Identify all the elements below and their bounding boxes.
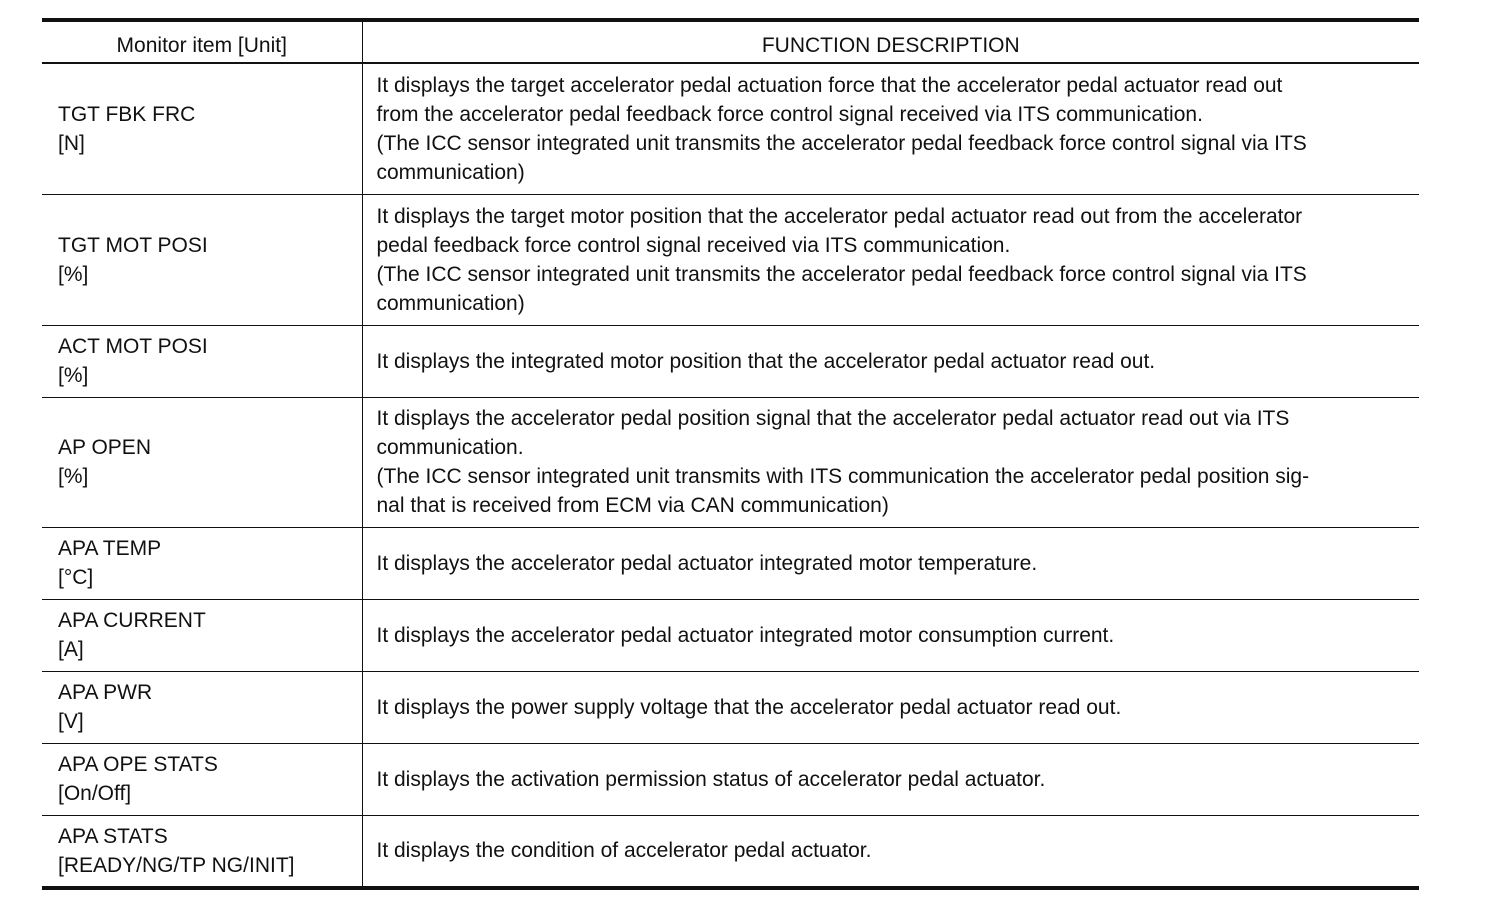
description-line: (The ICC sensor integrated unit transmits with ITS communication the accelerator pedal position sig- [376,465,1310,488]
monitor-item-name: APA CURRENT [58,609,206,632]
monitor-item-unit: [%] [58,364,89,387]
table-row [42,815,1419,888]
monitor-item-name: APA PWR [58,681,153,704]
monitor-item-unit: [On/Off] [58,782,132,805]
function-description-cell [362,815,1419,888]
monitor-item-cell [42,527,362,599]
description-line: communication. [376,436,524,459]
description-line: communication) [376,291,525,315]
description-line: It displays the accelerator pedal actuator integrated motor consumption current. [376,623,1115,647]
table-row [42,671,1419,743]
monitor-item-name: APA TEMP [58,537,162,560]
monitor-item-table [42,18,1419,890]
monitor-item-name: APA STATS [58,824,168,848]
description-line: communication) [376,160,525,184]
monitor-item-unit: [A] [58,638,84,661]
table-row [42,599,1419,671]
function-description-cell [362,671,1419,743]
function-description-cell [362,743,1419,815]
monitor-item-cell [42,815,362,888]
table-row [42,397,1419,527]
monitor-item-unit: [°C] [58,566,94,589]
monitor-item-name: TGT FBK FRC [58,102,196,126]
function-description-cell [362,599,1419,671]
monitor-item-cell [42,63,362,194]
description-line: from the accelerator pedal feedback force control signal received via ITS communication. [376,102,1203,126]
monitor-item-cell [42,599,362,671]
table-row [42,743,1419,815]
monitor-item-cell [42,397,362,527]
description-line: It displays the power supply voltage that the accelerator pedal actuator read out. [376,695,1122,719]
description-line: It displays the accelerator pedal actuator integrated motor temperature. [376,551,1038,575]
function-description-cell [362,527,1419,599]
monitor-item-name: APA OPE STATS [58,753,218,776]
table-row [42,63,1419,194]
monitor-item-cell [42,671,362,743]
description-line: (The ICC sensor integrated unit transmits the accelerator pedal feedback force control signal via ITS [376,262,1307,286]
monitor-item-unit: [%] [58,465,89,488]
table-header [42,20,1419,63]
description-line: It displays the accelerator pedal position signal that the accelerator pedal actuator read out via ITS [376,407,1290,430]
monitor-item-cell [42,743,362,815]
monitor-item-unit: [N] [58,131,85,155]
monitor-item-cell [42,194,362,325]
function-description-cell [362,63,1419,194]
table-row [42,194,1419,325]
monitor-item-unit: [V] [58,710,84,733]
monitor-item-name: ACT MOT POSI [58,335,208,358]
header-row [42,20,1419,63]
description-line: It displays the integrated motor position that the accelerator pedal actuator read out. [376,349,1156,373]
description-line: It displays the target accelerator pedal actuation force that the accelerator pedal actuator read out [376,73,1283,97]
monitor-item-cell [42,325,362,397]
monitor-item-unit: [%] [58,262,89,286]
description-line: It displays the target motor position that the accelerator pedal actuator read out from the accelerator [376,204,1303,228]
monitor-item-name: TGT MOT POSI [58,233,208,257]
description-line: It displays the condition of accelerator pedal actuator. [376,839,872,863]
monitor-item-unit: [READY/NG/TP NG/INIT] [58,853,295,877]
monitor-item-name: AP OPEN [58,436,151,459]
table-body [42,63,1419,888]
description-line: pedal feedback force control signal received via ITS communication. [376,233,1011,257]
table-row [42,527,1419,599]
description-line: It displays the activation permission status of accelerator pedal actuator. [376,767,1046,791]
description-line: nal that is received from ECM via CAN communication) [376,494,889,517]
header-monitor-item: Monitor item [Unit] [42,20,362,63]
function-description-cell [362,194,1419,325]
header-function-description: FUNCTION DESCRIPTION [362,20,1419,63]
function-description-cell [362,397,1419,527]
function-description-cell [362,325,1419,397]
table-row [42,325,1419,397]
description-line: (The ICC sensor integrated unit transmits the accelerator pedal feedback force control signal via ITS [376,131,1307,155]
